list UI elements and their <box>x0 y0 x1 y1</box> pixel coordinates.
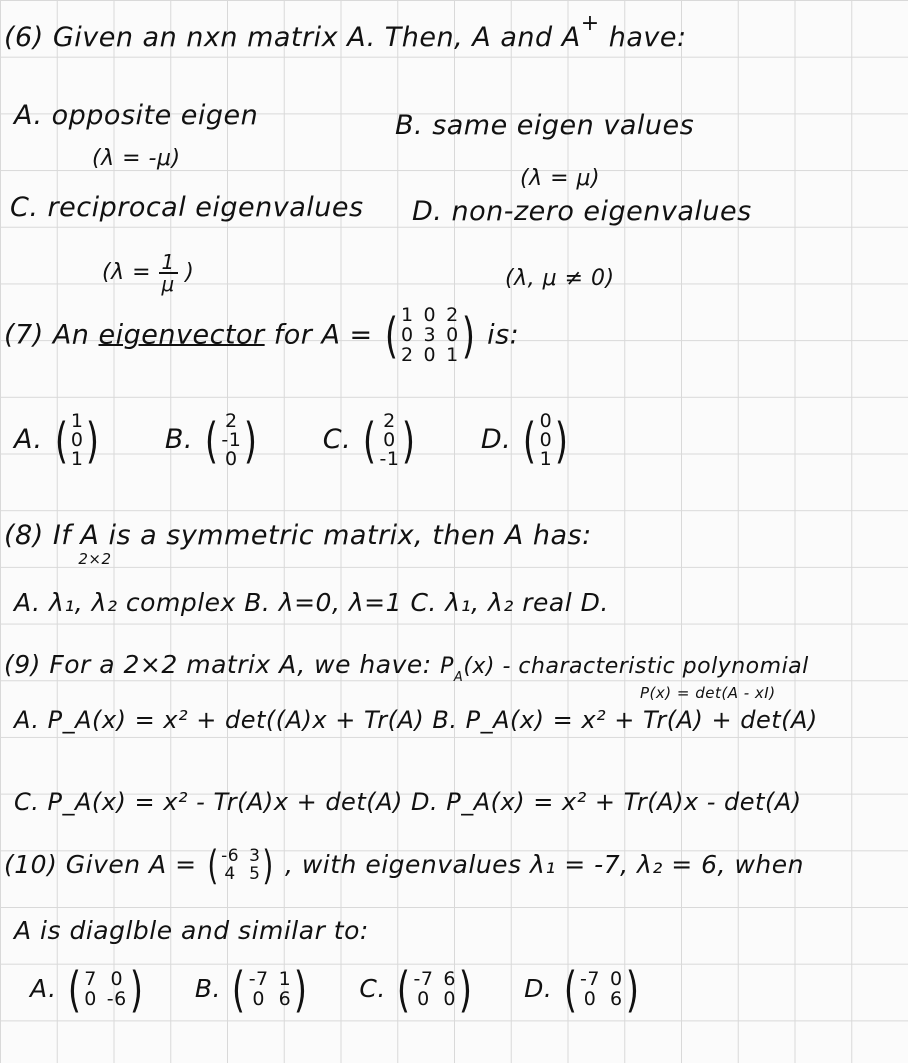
q9-question <box>4 650 809 685</box>
q9-options-cd: C. P_A(x) = x² - Tr(A)x + det(A) D. P_A(x) = x² + Tr(A)x - det(A) <box>14 788 802 816</box>
q10-d-label: D. <box>524 974 553 1003</box>
q10-c-cell: 0 <box>443 988 457 1010</box>
q7-prefix: (7) An <box>4 319 90 351</box>
q7-matrix: ( 1 0 2 0 3 0 2 0 1 ) <box>384 304 476 366</box>
q10-c-label: C. <box>359 974 386 1003</box>
q6-option-c-note <box>102 252 194 294</box>
q10-a-cell: 7 <box>84 968 97 991</box>
q7-suffix: is: <box>487 319 520 351</box>
q6-c-note-post: ) <box>185 260 195 285</box>
q7-c-label: C. <box>322 424 352 455</box>
q8-post: is a symmetric matrix, then A has: <box>108 520 592 551</box>
q7-d-v2: 1 <box>539 448 553 470</box>
q7-b-v0: 2 <box>225 410 238 432</box>
q10-matrix: ( -6 3 4 5 ) <box>207 843 275 889</box>
q6-c-note-pre: (λ = <box>102 260 152 285</box>
q9-definition <box>440 654 809 685</box>
q8-matrix-symbol <box>78 520 112 568</box>
q7-d-v0: 0 <box>539 410 553 432</box>
q10-c-matrix: ( -7 6 0 0 ) <box>397 962 473 1018</box>
q6-option-a: A. opposite eigen <box>14 100 259 131</box>
q10-b-label: B. <box>194 974 221 1003</box>
q8-pre: (8) If <box>4 520 72 551</box>
q10-b-cell: -7 <box>248 968 269 991</box>
q10-a-cell: 0 <box>110 968 124 991</box>
q9-definition-note: P(x) = det(A - xI) <box>640 684 776 702</box>
q9-title: (9) For a 2×2 matrix A, we have: <box>4 650 432 679</box>
q6-option-b: B. same eigen values <box>395 110 695 141</box>
q10-d-cell: 6 <box>610 988 623 1010</box>
q7-c-v2: -1 <box>379 448 400 470</box>
q7-a-v2: 1 <box>70 448 84 470</box>
q10-c-cell: 6 <box>443 968 457 991</box>
q6-c-fraction <box>159 252 178 294</box>
q10-options <box>30 962 642 1018</box>
q8-dims: 2×2 <box>78 550 112 568</box>
q7-m-cell: 2 <box>400 343 414 366</box>
q6-title <box>4 11 687 53</box>
q7-d-vector: ( 0 0 1 ) <box>523 410 569 470</box>
q6-title-end: have: <box>608 22 687 53</box>
q7-m-cell: 0 <box>423 343 437 366</box>
q10-d-matrix: ( -7 0 0 6 ) <box>563 962 639 1018</box>
q6-option-c: C. reciprocal eigenvalues <box>10 192 364 223</box>
q10-line2: A is diaglble and similar to: <box>14 916 369 945</box>
q6-title-superscript: + <box>580 11 600 36</box>
q7-a-v0: 1 <box>70 410 84 432</box>
q6-option-b-note: (λ = μ) <box>520 166 601 191</box>
q7-d-v1: 0 <box>539 429 553 451</box>
q10-b-cell: 6 <box>278 988 292 1010</box>
q10-m-cell: -6 <box>221 846 240 867</box>
q8-question <box>4 520 592 568</box>
q7-m-cell: 0 <box>446 323 459 346</box>
q7-options <box>14 412 571 469</box>
q7-b-v2: 0 <box>225 448 238 470</box>
q7-m-cell: 0 <box>423 304 437 326</box>
q7-d-label: D. <box>480 424 512 455</box>
q10-m-cell: 3 <box>249 846 261 867</box>
q10-d-cell: -7 <box>580 968 600 991</box>
q7-b-v1: -1 <box>221 429 242 451</box>
q6-c-fraction-den: μ <box>161 272 175 296</box>
q7-b-vector: ( 2 -1 0 ) <box>204 410 258 470</box>
q10-c-cell: 0 <box>417 988 430 1010</box>
q7-m-cell: 1 <box>400 304 414 326</box>
q10-d-cell: 0 <box>583 988 597 1010</box>
q7-m-cell: 0 <box>400 323 414 346</box>
q7-c-v0: 2 <box>383 410 396 432</box>
q7-question <box>4 306 519 366</box>
q10-m-cell: 4 <box>224 864 236 884</box>
q10-d-cell: 0 <box>610 968 623 991</box>
q7-a-v1: 0 <box>70 429 84 451</box>
q6-option-d: D. non-zero eigenvalues <box>412 196 752 227</box>
q10-a-cell: 0 <box>84 988 97 1010</box>
q10-c-cell: -7 <box>413 968 434 991</box>
q8-matrix-name: A <box>80 520 100 551</box>
q7-mid: for A = <box>273 319 373 351</box>
q7-c-v1: 0 <box>383 429 396 451</box>
q10-post: , with eigenvalues λ₁ = -7, λ₂ = 6, when <box>284 850 804 879</box>
q6-option-d-note: (λ, μ ≠ 0) <box>505 266 615 291</box>
q7-m-cell: 2 <box>446 304 459 326</box>
q7-b-label: B. <box>164 424 194 455</box>
q10-question <box>4 843 804 889</box>
q7-m-cell: 3 <box>423 323 437 346</box>
q6-option-a-note: (λ = -μ) <box>92 146 181 171</box>
q9-options-ab: A. P_A(x) = x² + det((A)x + Tr(A) B. P_A(x) = x² + Tr(A) + det(A) <box>14 706 818 734</box>
q10-a-label: A. <box>30 974 57 1003</box>
q10-a-cell: -6 <box>106 988 127 1010</box>
q7-a-label: A. <box>14 424 43 455</box>
q7-underlined-word: eigenvector <box>98 319 265 351</box>
q6-c-fraction-num: 1 <box>159 252 178 274</box>
q6-title-text: (6) Given an nxn matrix A. Then, A and A <box>4 22 581 53</box>
q7-m-cell: 1 <box>446 343 459 366</box>
q10-b-cell: 1 <box>278 968 292 991</box>
q10-b-cell: 0 <box>252 988 265 1010</box>
q8-options: A. λ₁, λ₂ complex B. λ=0, λ=1 C. λ₁, λ₂ real D. <box>14 588 609 617</box>
q10-a-matrix: ( 7 0 0 -6 ) <box>67 962 144 1018</box>
q10-m-cell: 5 <box>249 864 261 884</box>
q9-def-p: P <box>440 654 454 679</box>
q10-b-matrix: ( -7 1 0 6 ) <box>232 962 308 1018</box>
q7-c-vector: ( 2 0 -1 ) <box>363 410 416 470</box>
q9-def-sub: A <box>453 670 464 685</box>
q9-def-rest: (x) - characteristic polynomial <box>463 654 809 679</box>
q7-a-vector: ( 1 0 1 ) <box>54 410 100 470</box>
q10-pre: (10) Given A = <box>4 850 197 879</box>
